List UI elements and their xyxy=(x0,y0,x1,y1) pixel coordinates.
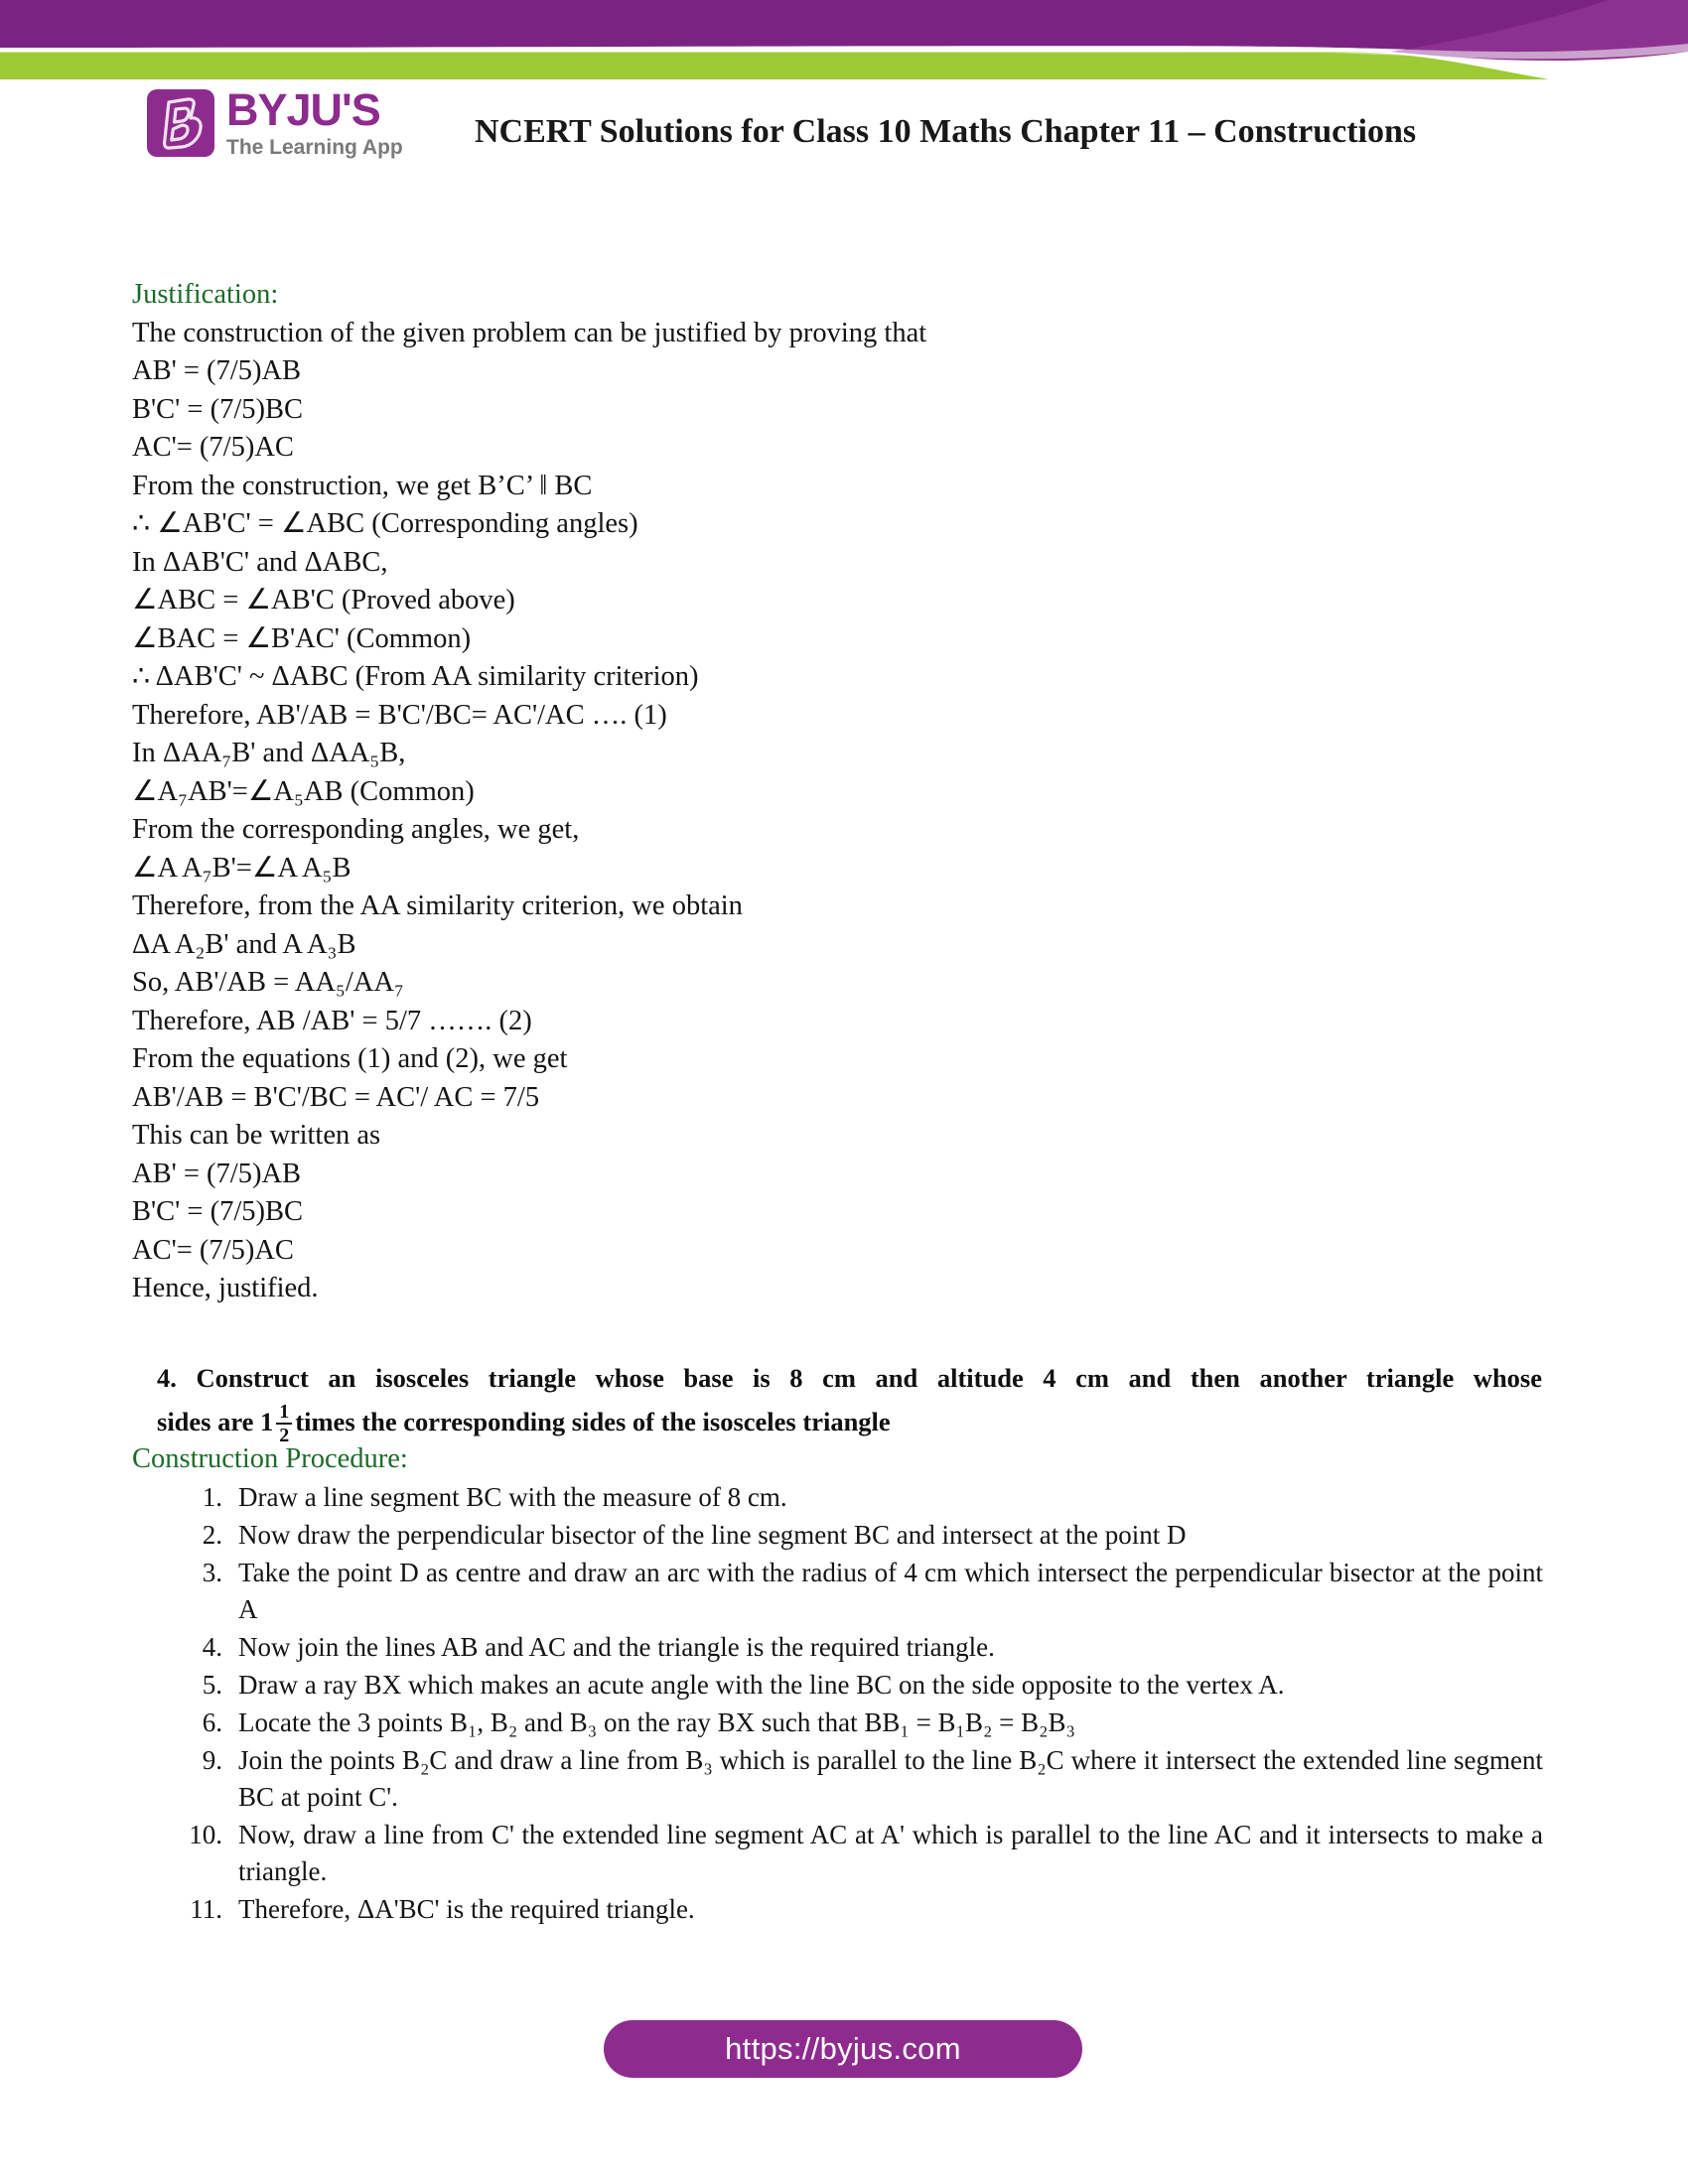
proof-line: Therefore, AB'/AB = B'C'/BC= AC'/AC …. (1) xyxy=(132,699,667,731)
proof-line: The construction of the given problem can be justified by proving that xyxy=(132,317,927,348)
list-item-text: Draw a ray BX which makes an acute angle with the line BC on the side opposite to the vertex A. xyxy=(238,1670,1285,1700)
logo-subtitle: The Learning App xyxy=(226,136,403,159)
proof-line: ΔA A₂B' and A A₃B xyxy=(132,928,356,960)
page-header xyxy=(0,79,1688,199)
byjus-b-logo-icon xyxy=(147,89,214,157)
construction-procedure-heading: Construction Procedure: xyxy=(132,1443,408,1474)
question-text-part2-after: times the corresponding sides of the isosceles triangle xyxy=(295,1407,891,1436)
list-item xyxy=(185,1891,1543,1928)
list-item-text: Therefore, ΔA'BC' is the required triangle. xyxy=(238,1894,695,1924)
top-banner xyxy=(0,0,1688,79)
proof-line: ∠ABC = ∠AB'C (Proved above) xyxy=(132,585,515,615)
justification-lines xyxy=(132,315,1592,1308)
construction-procedure-list xyxy=(185,1479,1543,1929)
list-item-number: 2. xyxy=(202,1520,222,1550)
main-content xyxy=(132,276,1592,1308)
list-item-number: 6. xyxy=(202,1707,222,1737)
proof-line: ∠A₇AB'=∠A₅AB (Common) xyxy=(132,775,475,807)
list-item-text: Take the point D as centre and draw an arc with the radius of 4 cm which intersect the perpendicular bisector at the point A xyxy=(238,1558,1543,1624)
byjus-url-label: https://byjus.com xyxy=(725,2031,961,2066)
question-number: 4. xyxy=(157,1363,177,1393)
proof-line: AB' = (7/5)AB xyxy=(132,355,302,386)
proof-line: AC'= (7/5)AC xyxy=(132,432,294,463)
list-item-text: Now join the lines AB and AC and the triangle is the required triangle. xyxy=(238,1632,995,1662)
proof-line: From the equations (1) and (2), we get xyxy=(132,1043,568,1074)
proof-line: ∴ ΔAB'C' ~ ΔABC (From AA similarity criterion) xyxy=(132,661,699,692)
list-item-number: 3. xyxy=(202,1558,222,1587)
list-item-text: Now draw the perpendicular bisector of the line segment BC and intersect at the point D xyxy=(238,1520,1187,1550)
proof-line: From the construction, we get B’C’ ‖ BC xyxy=(132,470,593,501)
list-item xyxy=(185,1667,1543,1704)
proof-line: So, AB'/AB = AA₅/AA₇ xyxy=(132,967,404,998)
question-4-line-2 xyxy=(157,1402,1542,1446)
banner-purple-shape xyxy=(0,0,1688,51)
list-item xyxy=(185,1705,1543,1741)
fraction-numerator: 1 xyxy=(279,1400,290,1423)
list-item xyxy=(185,1742,1543,1816)
list-item-text: Locate the 3 points B₁, B₂ and B₃ on the ray BX such that BB₁ = B₁B₂ = B₂B₃ xyxy=(238,1707,1075,1737)
question-text-part1: Construct an isosceles triangle whose base is 8 cm and altitude 4 cm and then another triangle whose xyxy=(196,1363,1543,1393)
list-item-number: 1. xyxy=(202,1482,222,1512)
list-item xyxy=(185,1817,1543,1890)
proof-line: This can be written as xyxy=(132,1120,381,1151)
mixed-fraction-one-half xyxy=(276,1402,292,1445)
letter-b-icon xyxy=(147,89,214,157)
list-item xyxy=(185,1517,1543,1554)
proof-line: From the corresponding angles, we get, xyxy=(132,814,580,845)
list-item-number: 9. xyxy=(202,1745,222,1775)
proof-line: AC'= (7/5)AC xyxy=(132,1234,294,1266)
justification-heading: Justification: xyxy=(132,279,279,310)
proof-line: In ΔAB'C' and ΔABC, xyxy=(132,546,388,578)
proof-line: Therefore, AB /AB' = 5/7 ……. (2) xyxy=(132,1005,532,1036)
proof-line: AB' = (7/5)AB xyxy=(132,1158,302,1189)
list-item-number: 11. xyxy=(190,1894,222,1924)
list-item-text: Join the points B₂C and draw a line from B₃ which is parallel to the line B₂C where it intersect the extended line segment BC at point C'. xyxy=(238,1745,1543,1812)
fraction-denominator: 2 xyxy=(279,1424,290,1446)
list-item xyxy=(185,1555,1543,1628)
proof-line: ∴ ∠AB'C' = ∠ABC (Corresponding angles) xyxy=(132,508,638,539)
proof-line: B'C' = (7/5)BC xyxy=(132,393,304,425)
byjus-url-button[interactable] xyxy=(604,2020,1082,2078)
list-item xyxy=(185,1479,1543,1516)
list-item-text: Draw a line segment BC with the measure of 8 cm. xyxy=(238,1482,787,1512)
proof-line: AB'/AB = B'C'/BC = AC'/ AC = 7/5 xyxy=(132,1081,540,1113)
list-item-number: 5. xyxy=(202,1670,222,1700)
question-4-line-1 xyxy=(157,1358,1542,1398)
logo-title: BYJU'S xyxy=(226,84,380,135)
proof-line: ∠A A₇B'=∠A A₅B xyxy=(132,852,352,884)
list-item xyxy=(185,1629,1543,1666)
list-item-number: 10. xyxy=(189,1820,222,1849)
proof-line: Hence, justified. xyxy=(132,1273,319,1303)
page-title: NCERT Solutions for Class 10 Maths Chapter 11 – Constructions xyxy=(475,113,1417,150)
list-item-text: Now, draw a line from C' the extended line segment AC at A' which is parallel to the line AC and it intersects to make a triangle. xyxy=(238,1820,1543,1886)
proof-line: ∠BAC = ∠B'AC' (Common) xyxy=(132,622,472,654)
byjus-logo xyxy=(147,84,403,161)
question-text-part2-before: sides are 1 xyxy=(157,1407,274,1436)
question-4 xyxy=(157,1358,1542,1446)
banner-green-shape xyxy=(0,52,1549,79)
proof-line: In ΔAA₇B' and ΔAA₅B, xyxy=(132,738,406,768)
proof-line: Therefore, from the AA similarity criterion, we obtain xyxy=(132,890,743,921)
list-item-number: 4. xyxy=(202,1632,222,1662)
proof-line: B'C' = (7/5)BC xyxy=(132,1196,304,1227)
